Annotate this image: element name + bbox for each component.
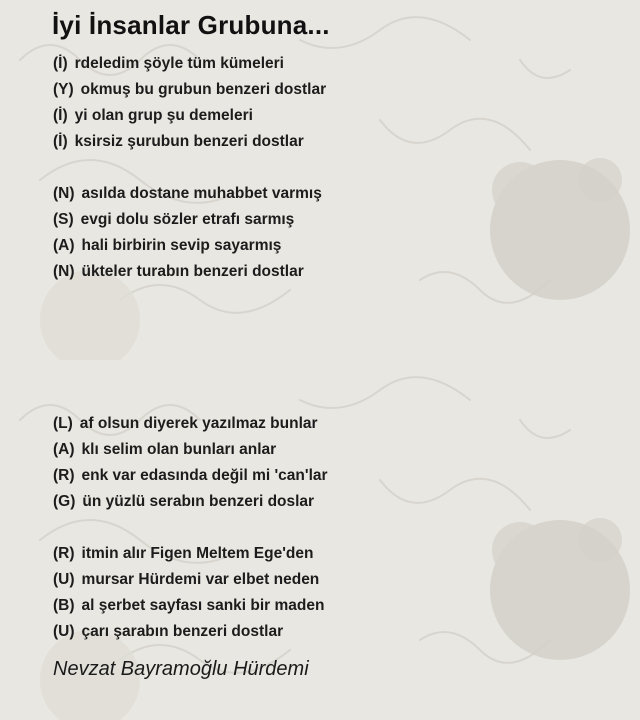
line-text: ükteler turabın benzeri dostlar bbox=[81, 263, 304, 280]
poem-line bbox=[53, 414, 318, 434]
line-text: al şerbet sayfası sanki bir maden bbox=[81, 597, 325, 614]
poem-line bbox=[53, 622, 283, 642]
acrostic-letter: (U) bbox=[53, 623, 75, 640]
poem-line bbox=[53, 54, 284, 74]
poem-line bbox=[53, 466, 328, 486]
poem-line bbox=[53, 570, 319, 590]
poem-line bbox=[53, 596, 324, 616]
poem-line bbox=[53, 80, 326, 100]
acrostic-letter: (R) bbox=[53, 545, 75, 562]
poem-line bbox=[53, 132, 304, 152]
acrostic-letter: (U) bbox=[53, 571, 75, 588]
poem-line bbox=[53, 492, 314, 512]
line-text: evgi dolu sözler etrafı sarmış bbox=[80, 211, 295, 228]
line-text: ün yüzlü serabın benzeri doslar bbox=[82, 493, 315, 510]
line-text: klı selim olan bunları anlar bbox=[81, 441, 277, 458]
poem-author: Nevzat Bayramoğlu Hürdemi bbox=[53, 658, 309, 680]
line-text: rdeledim şöyle tüm kümeleri bbox=[74, 55, 284, 72]
line-text: çarı şarabın benzeri dostlar bbox=[81, 623, 284, 640]
acrostic-letter: (İ) bbox=[53, 133, 68, 150]
line-text: okmuş bu grubun benzeri dostlar bbox=[80, 81, 327, 98]
poem-title: İyi İnsanlar Grubuna... bbox=[52, 10, 330, 40]
acrostic-letter: (A) bbox=[53, 441, 75, 458]
line-text: ksirsiz şurubun benzeri dostlar bbox=[74, 133, 304, 150]
acrostic-letter: (A) bbox=[53, 237, 75, 254]
acrostic-letter: (G) bbox=[53, 493, 76, 510]
poem-line bbox=[53, 262, 304, 282]
line-text: asılda dostane muhabbet varmış bbox=[81, 185, 322, 202]
line-text: itmin alır Figen Meltem Ege'den bbox=[81, 545, 314, 562]
poem-line bbox=[53, 184, 322, 204]
acrostic-letter: (İ) bbox=[53, 107, 68, 124]
line-text: af olsun diyerek yazılmaz bunlar bbox=[79, 415, 318, 432]
poem-line bbox=[53, 210, 294, 230]
acrostic-letter: (R) bbox=[53, 467, 75, 484]
line-text: mursar Hürdemi var elbet neden bbox=[81, 571, 320, 588]
poem-line bbox=[53, 544, 313, 564]
line-text: enk var edasında değil mi 'can'lar bbox=[81, 467, 328, 484]
line-text: yi olan grup şu demeleri bbox=[74, 107, 253, 124]
poem-line bbox=[53, 106, 253, 126]
acrostic-letter: (L) bbox=[53, 415, 73, 432]
acrostic-letter: (İ) bbox=[53, 55, 68, 72]
acrostic-letter: (B) bbox=[53, 597, 75, 614]
line-text: hali birbirin sevip sayarmış bbox=[81, 237, 282, 254]
acrostic-letter: (N) bbox=[53, 263, 75, 280]
poem-line bbox=[53, 440, 276, 460]
acrostic-letter: (S) bbox=[53, 211, 74, 228]
acrostic-letter: (Y) bbox=[53, 81, 74, 98]
poem-line bbox=[53, 236, 281, 256]
acrostic-letter: (N) bbox=[53, 185, 75, 202]
